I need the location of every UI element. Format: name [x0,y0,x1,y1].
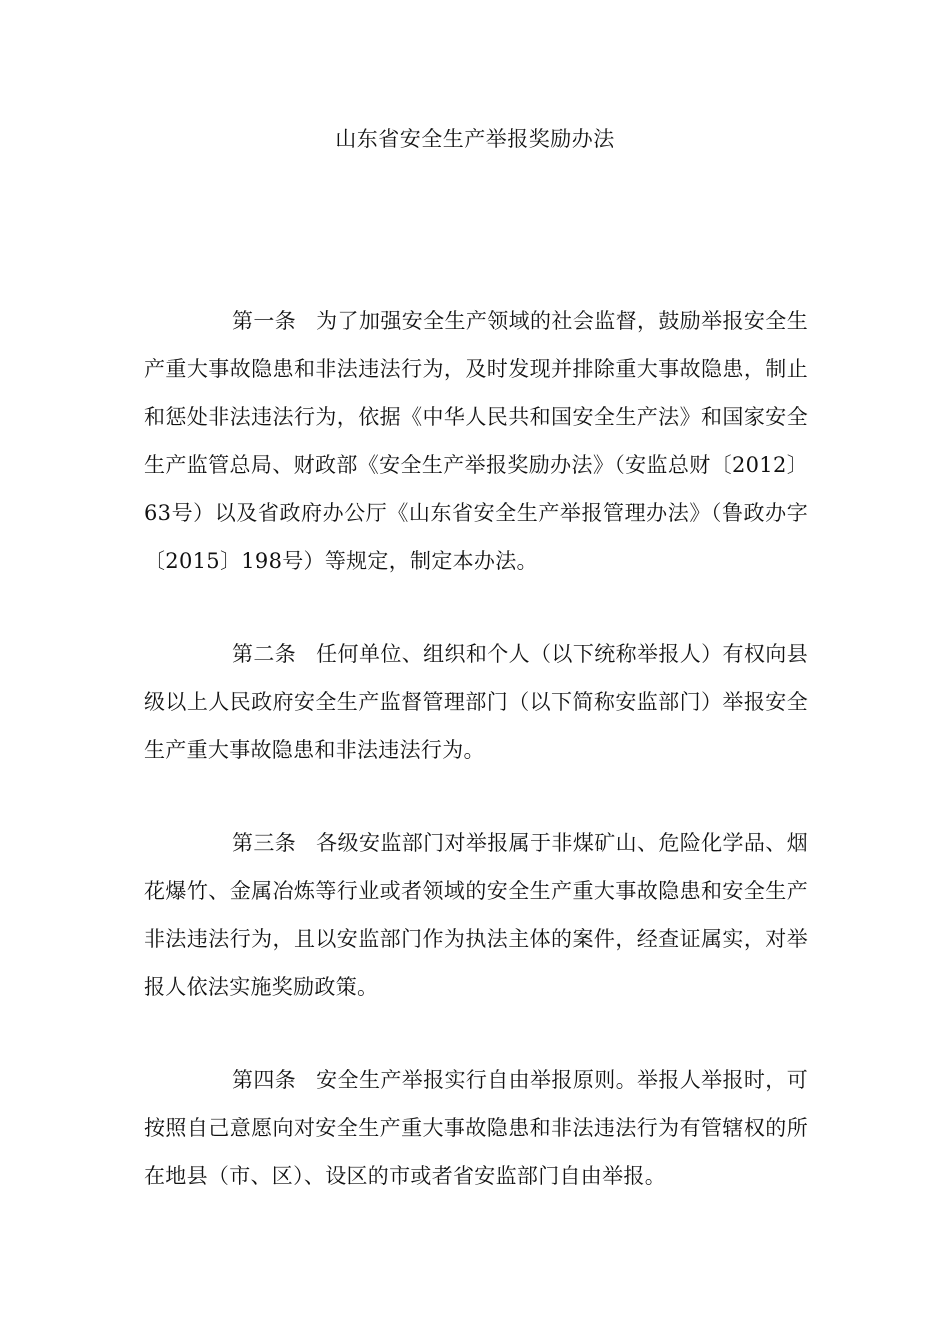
article-4-text: 安全生产举报实行自由举报原则。举报人举报时，可按照自己意愿向对安全生产重大事故隐患和非法违法行为有管辖权的所在地县（市、区）、设区的市或者省安监部门自由举报。 [144,1068,808,1188]
article-3-text: 各级安监部门对举报属于非煤矿山、危险化学品、烟花爆竹、金属冶炼等行业或者领域的安全生产重大事故隐患和安全生产非法违法行为，且以安监部门作为执法主体的案件，经查证属实，对举报人依法实施奖励政策。 [144,831,808,999]
article-2-text: 任何单位、组织和个人（以下统称举报人）有权向县级以上人民政府安全生产监督管理部门（以下简称安监部门）举报安全生产重大事故隐患和非法违法行为。 [144,642,808,762]
article-3 [144,819,808,1011]
document-title: 山东省安全生产举报奖励办法 [335,127,615,151]
article-2-label: 第二条 [232,642,297,666]
document-body [144,297,808,1245]
article-1-label: 第一条 [232,309,297,333]
article-4 [144,1056,808,1200]
article-1-text: 为了加强安全生产领域的社会监督，鼓励举报安全生产重大事故隐患和非法违法行为，及时发现并排除重大事故隐患，制止和惩处非法违法行为，依据《中华人民共和国安全生产法》和国家安全生产监管总局、财政部《安全生产举报奖励办法》（安监总财〔2012〕63号）以及省政府办公厅《山东省安全生产举报管理办法》（鲁政办字〔2015〕198号）等规定，制定本办法。 [144,309,808,573]
article-2 [144,630,808,774]
article-1 [144,297,808,585]
article-3-label: 第三条 [232,831,297,855]
article-4-label: 第四条 [232,1068,297,1092]
